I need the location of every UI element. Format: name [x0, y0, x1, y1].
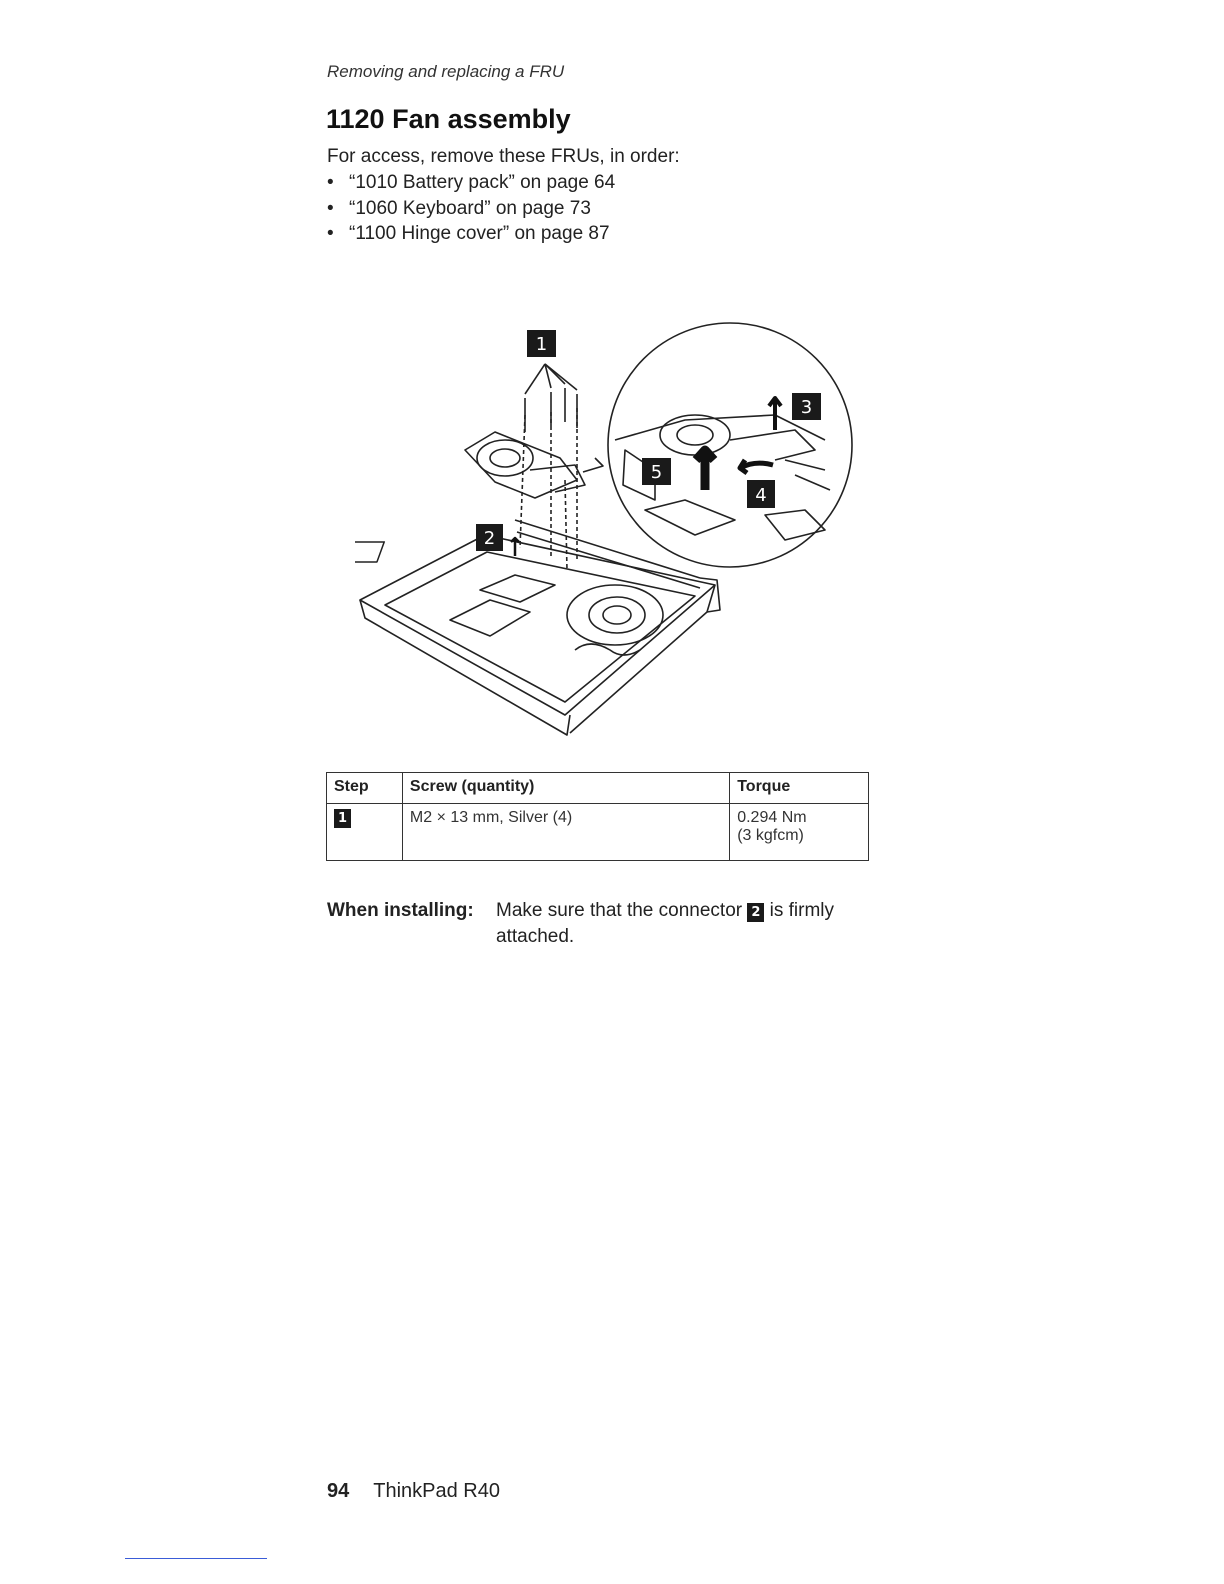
step-callout-badge: 1: [334, 809, 351, 828]
screw-cell: M2 × 13 mm, Silver (4): [402, 804, 729, 861]
table-header-row: [327, 773, 869, 804]
callout-5: [642, 458, 671, 485]
screw-table: [326, 772, 869, 861]
callout-3: [792, 393, 821, 420]
list-item: [327, 196, 615, 222]
note-text: [496, 898, 836, 950]
running-head: Removing and replacing a FRU: [327, 62, 565, 81]
callout-2: [476, 524, 503, 551]
list-item: [327, 221, 615, 247]
product-name: ThinkPad R40: [373, 1480, 500, 1502]
column-header-screw: Screw (quantity): [402, 773, 729, 804]
column-header-step: Step: [327, 773, 403, 804]
connector-callout-badge: 2: [747, 903, 764, 922]
note-text-after: is firmly attached.: [496, 900, 835, 947]
list-item: [327, 170, 615, 196]
svg-text:3: 3: [800, 397, 813, 418]
svg-text:1: 1: [535, 334, 548, 355]
fan-assembly-diagram: [355, 320, 855, 740]
column-header-torque: Torque: [730, 773, 869, 804]
bullet-icon: •: [327, 172, 334, 193]
table-row: [327, 804, 869, 861]
bullet-icon: •: [327, 223, 334, 244]
torque-value: 0.294 Nm: [737, 809, 807, 826]
callout-1: [527, 330, 556, 357]
footer-rule: [125, 1558, 267, 1559]
step-cell: [327, 804, 403, 861]
page-footer: [327, 1480, 500, 1503]
prerequisite-link[interactable]: “1010 Battery pack” on page 64: [349, 172, 616, 193]
svg-text:2: 2: [483, 528, 496, 549]
page-number: 94: [327, 1480, 350, 1502]
detail-zoom-drawing: [583, 323, 852, 567]
prerequisite-link[interactable]: “1100 Hinge cover” on page 87: [349, 223, 610, 244]
note-label: When installing:: [327, 900, 474, 921]
prerequisite-link[interactable]: “1060 Keyboard” on page 73: [349, 197, 591, 219]
section-title: 1120 Fan assembly: [326, 104, 571, 134]
svg-text:5: 5: [650, 462, 663, 483]
laptop-base-drawing: [355, 520, 720, 735]
callout-4: [747, 480, 775, 508]
svg-text:4: 4: [755, 485, 767, 506]
bullet-icon: •: [327, 197, 334, 219]
torque-alt-value: (3 kgfcm): [737, 827, 804, 844]
intro-text: For access, remove these FRUs, in order:: [327, 146, 680, 167]
note-text-before: Make sure that the connector: [496, 900, 743, 921]
screws-drawing: [525, 364, 577, 432]
prerequisite-list: [327, 170, 615, 247]
torque-cell: [730, 804, 869, 861]
